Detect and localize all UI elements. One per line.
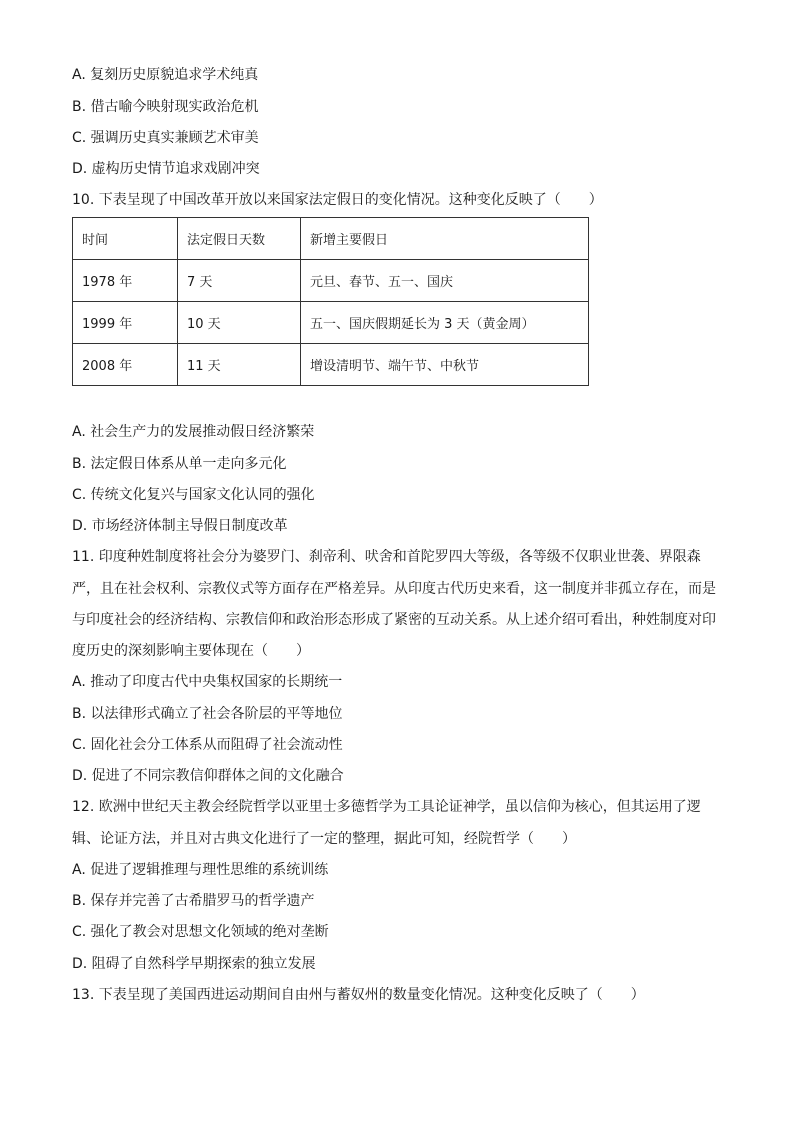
q9-option-b: B. 借古喻今映射现实政治危机	[72, 99, 259, 115]
table-row	[73, 302, 589, 344]
q11-stem-line: 11. 印度种姓制度将社会分为婆罗门、刹帝利、吠舍和首陀罗四大等级，各等级不仅职业世袭、界限森	[72, 549, 701, 565]
q11-option-c: C. 固化社会分工体系从而阻碍了社会流动性	[72, 737, 343, 753]
q12-option-b: B. 保存并完善了古希腊罗马的哲学遗产	[72, 893, 315, 909]
q10-option-a: A. 社会生产力的发展推动假日经济繁荣	[72, 424, 315, 440]
table-cell: 1999 年	[73, 302, 178, 344]
q10-option-c: C. 传统文化复兴与国家文化认同的强化	[72, 487, 315, 503]
q9-option-c: C. 强调历史真实兼顾艺术审美	[72, 130, 259, 146]
q12-option-a: A. 促进了逻辑推理与理性思维的系统训练	[72, 862, 329, 878]
q11-option-a: A. 推动了印度古代中央集权国家的长期统一	[72, 674, 343, 690]
q12-stem-line: 辑、论证方法，并且对古典文化进行了一定的整理，据此可知，经院哲学（ ）	[72, 831, 576, 847]
table-cell: 10 天	[178, 302, 301, 344]
table-row	[73, 260, 589, 302]
q11-stem-line: 严，且在社会权利、宗教仪式等方面存在严格差异。从印度古代历史来看，这一制度并非孤立存在，而是	[72, 581, 716, 597]
table-cell: 2008 年	[73, 344, 178, 386]
table-cell: 五一、国庆假期延长为 3 天（黄金周）	[301, 302, 589, 344]
q10-stem: 10. 下表呈现了中国改革开放以来国家法定假日的变化情况。这种变化反映了（ ）	[72, 192, 603, 208]
table-header-cell: 新增主要假日	[301, 218, 589, 260]
table-cell: 1978 年	[73, 260, 178, 302]
table-cell: 元旦、春节、五一、国庆	[301, 260, 589, 302]
table-header-cell: 法定假日天数	[178, 218, 301, 260]
q10-option-d: D. 市场经济体制主导假日制度改革	[72, 518, 288, 534]
holiday-table	[72, 217, 589, 386]
table-header-row	[73, 218, 589, 260]
q13-stem: 13. 下表呈现了美国西进运动期间自由州与蓄奴州的数量变化情况。这种变化反映了（ ）	[72, 987, 645, 1003]
q11-option-b: B. 以法律形式确立了社会各阶层的平等地位	[72, 706, 343, 722]
q9-option-a: A. 复刻历史原貌追求学术纯真	[72, 67, 259, 83]
table-row	[73, 344, 589, 386]
q11-option-d: D. 促进了不同宗教信仰群体之间的文化融合	[72, 768, 344, 784]
table-header-cell: 时间	[73, 218, 178, 260]
q9-option-d: D. 虚构历史情节追求戏剧冲突	[72, 161, 260, 177]
q12-option-c: C. 强化了教会对思想文化领域的绝对垄断	[72, 924, 329, 940]
q11-stem-line: 度历史的深刻影响主要体现在（ ）	[72, 643, 310, 659]
table-cell: 11 天	[178, 344, 301, 386]
q11-stem-line: 与印度社会的经济结构、宗教信仰和政治形态形成了紧密的互动关系。从上述介绍可看出，种姓制度对印	[72, 612, 716, 628]
table-cell: 增设清明节、端午节、中秋节	[301, 344, 589, 386]
q10-option-b: B. 法定假日体系从单一走向多元化	[72, 456, 287, 472]
q12-option-d: D. 阻碍了自然科学早期探索的独立发展	[72, 956, 316, 972]
table-cell: 7 天	[178, 260, 301, 302]
q12-stem-line: 12. 欧洲中世纪天主教会经院哲学以亚里士多德哲学为工具论证神学，虽以信仰为核心，但其运用了逻	[72, 799, 701, 815]
